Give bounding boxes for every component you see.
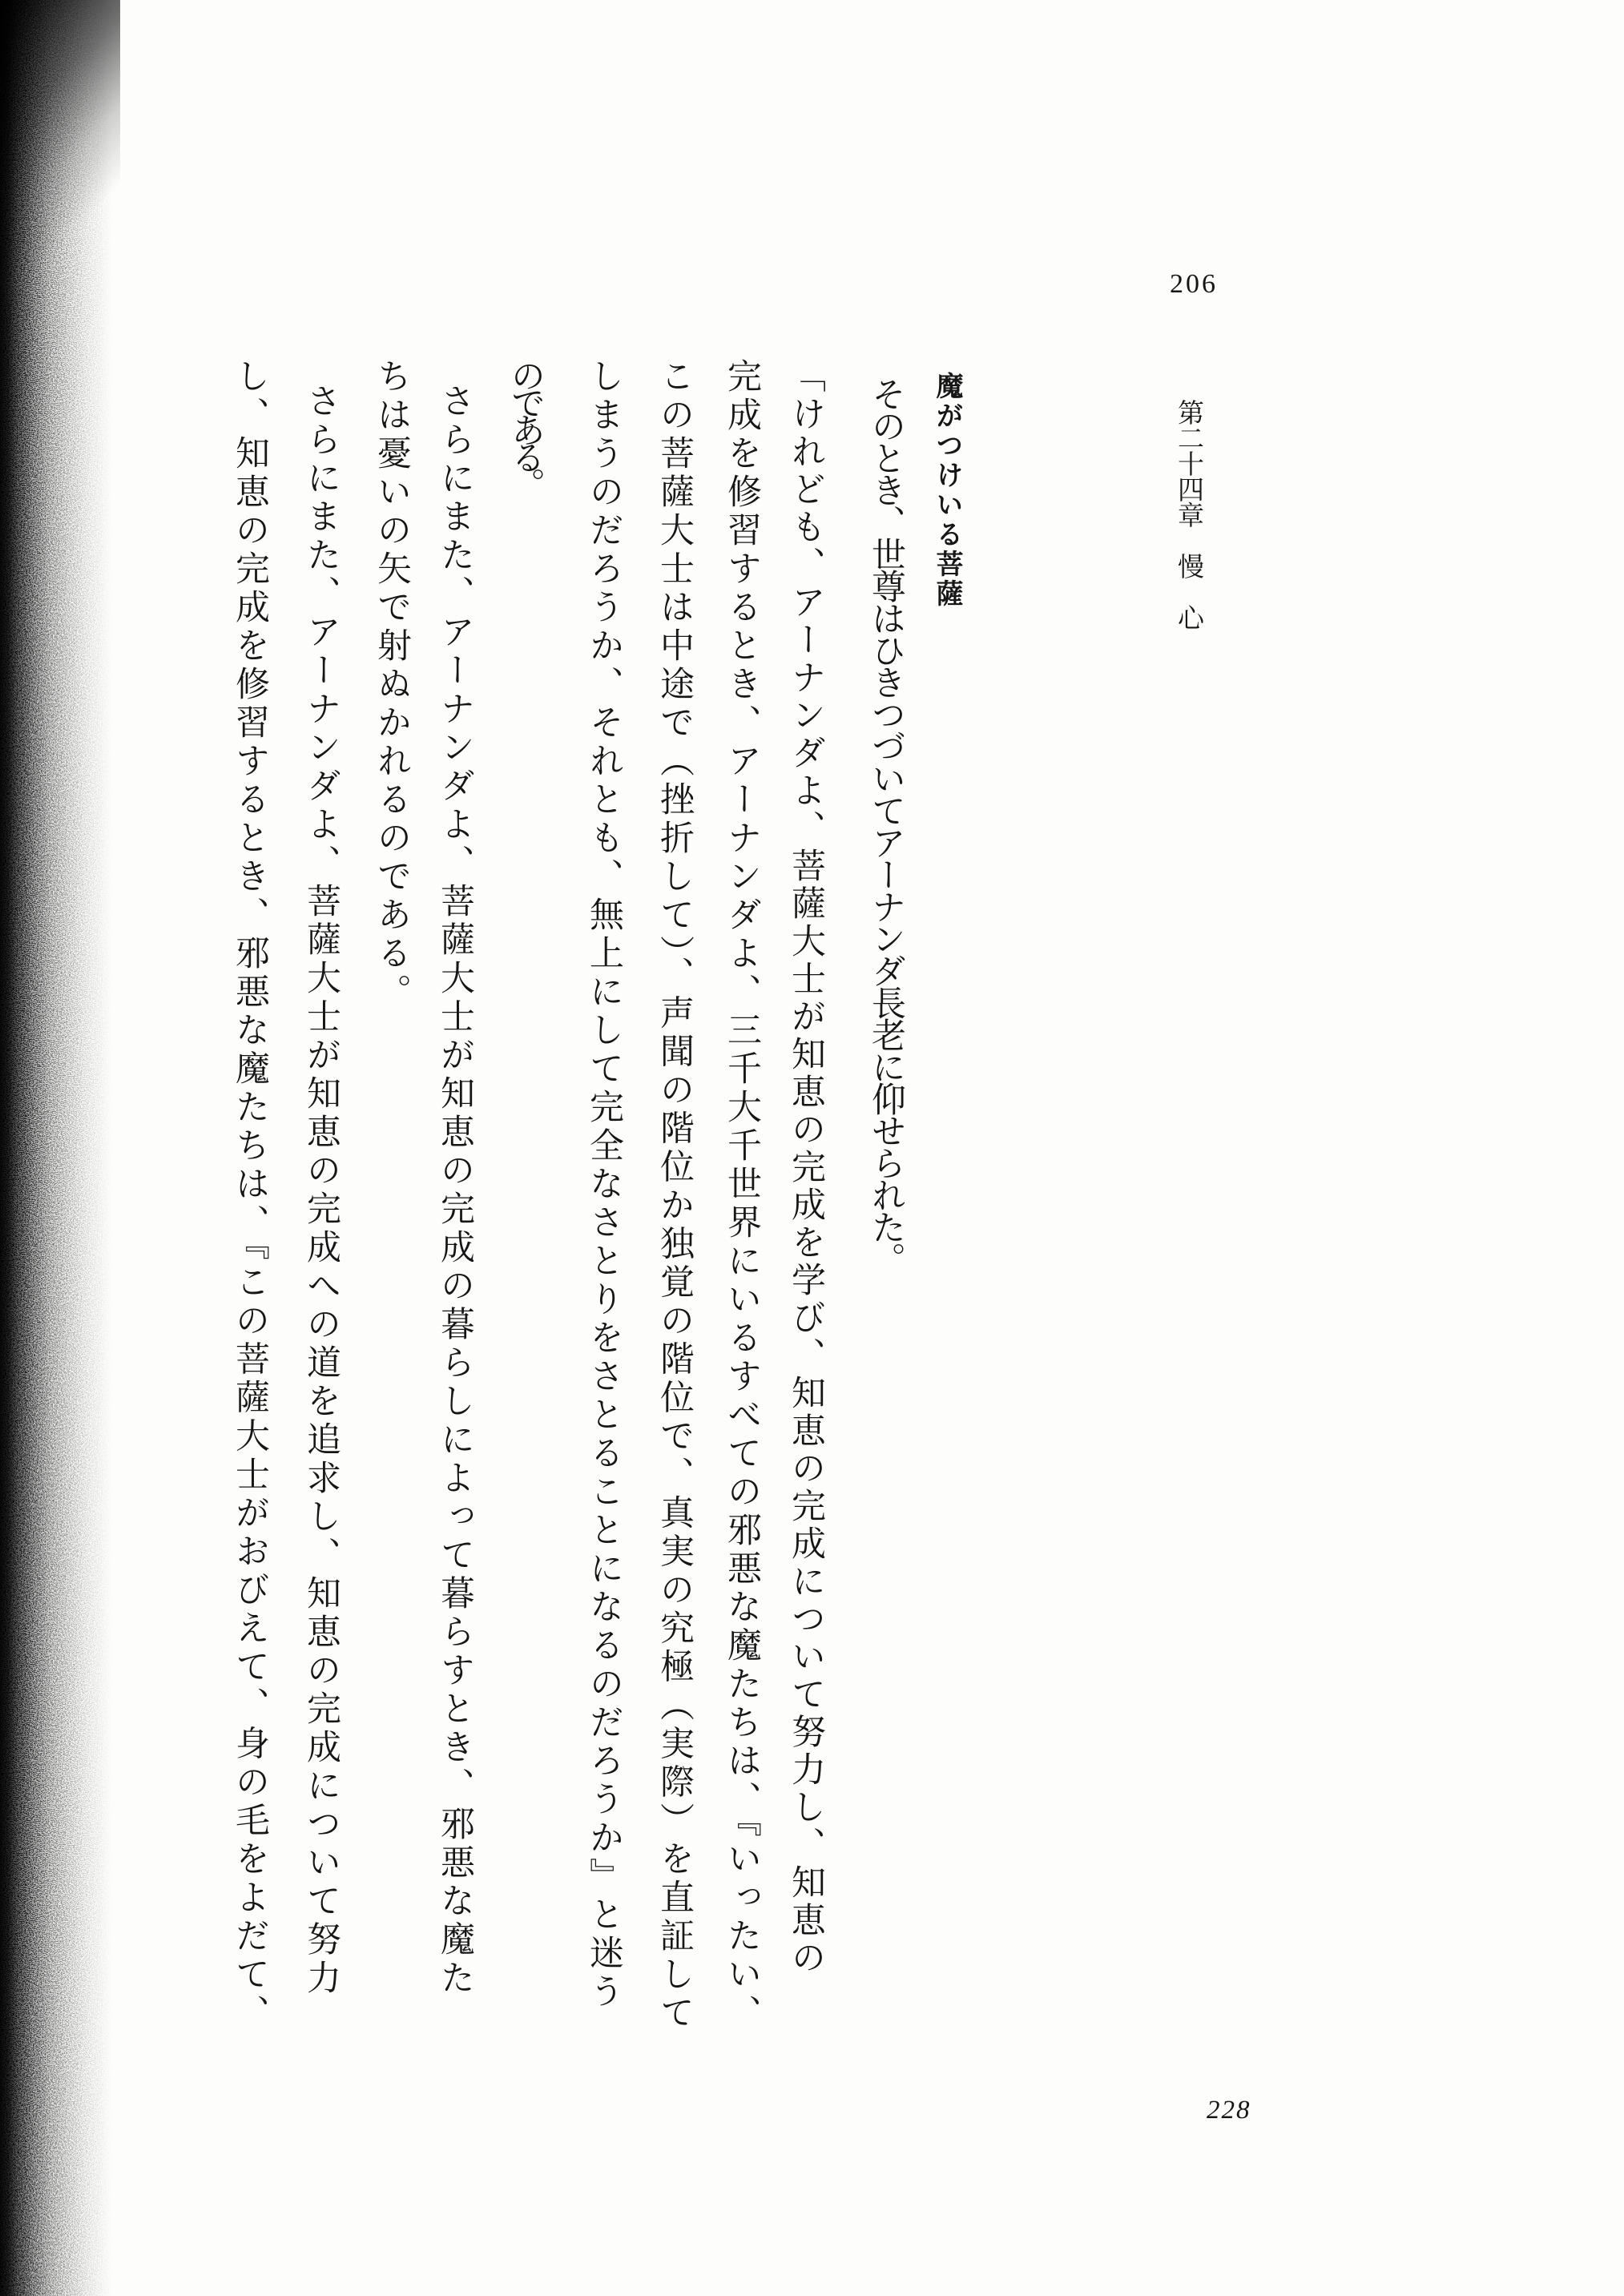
body-column: しまうのだろうか、それとも、無上にして完全なさとりをさとることになるのだろうか』と迷う [585, 358, 623, 2012]
body-column: そのとき、世尊はひきつづいてアーナンダ長老に仰せられた。 [867, 344, 905, 1274]
body-column: し、知恵の完成を修習するとき、邪悪な魔たちは、『この菩薩大士がおびえて、身の毛をよだて、 [231, 358, 268, 2033]
page-number-bottom: 228 [1207, 2096, 1251, 2125]
chapter-title: 第二十四章 慢 心 [1174, 399, 1203, 630]
body-column: さらにまた、アーナンダよ、菩薩大士が知恵の完成の暮らしによって暮らすとき、邪悪な魔た [436, 344, 473, 1998]
body-column: ちは憂いの矢で射ぬかれるのである。 [373, 358, 410, 1012]
page-number-top: 206 [1170, 269, 1218, 299]
body-column: さらにまた、アーナンダよ、菩薩大士が知恵の完成への道を追求し、知恵の完成について努力 [302, 344, 340, 1998]
body-column: のである。 [506, 358, 544, 494]
body-column: 完成を修習するとき、アーナンダよ、三千大千世界にいるすべての邪悪な魔たちは、『いったい、 [723, 358, 760, 2033]
section-heading: 魔がつけいる菩薩 [932, 372, 962, 609]
body-column: 「けれども、アーナンダよ、菩薩大士が知恵の完成を学び、知恵の完成について努力し、知恵の [787, 358, 824, 1977]
body-column: この菩薩大士は中途で（挫折して）、声聞の階位か独覚の階位で、真実の究極（実際）を直証して [655, 358, 693, 2033]
binding-noise-speckle [0, 0, 112, 2296]
